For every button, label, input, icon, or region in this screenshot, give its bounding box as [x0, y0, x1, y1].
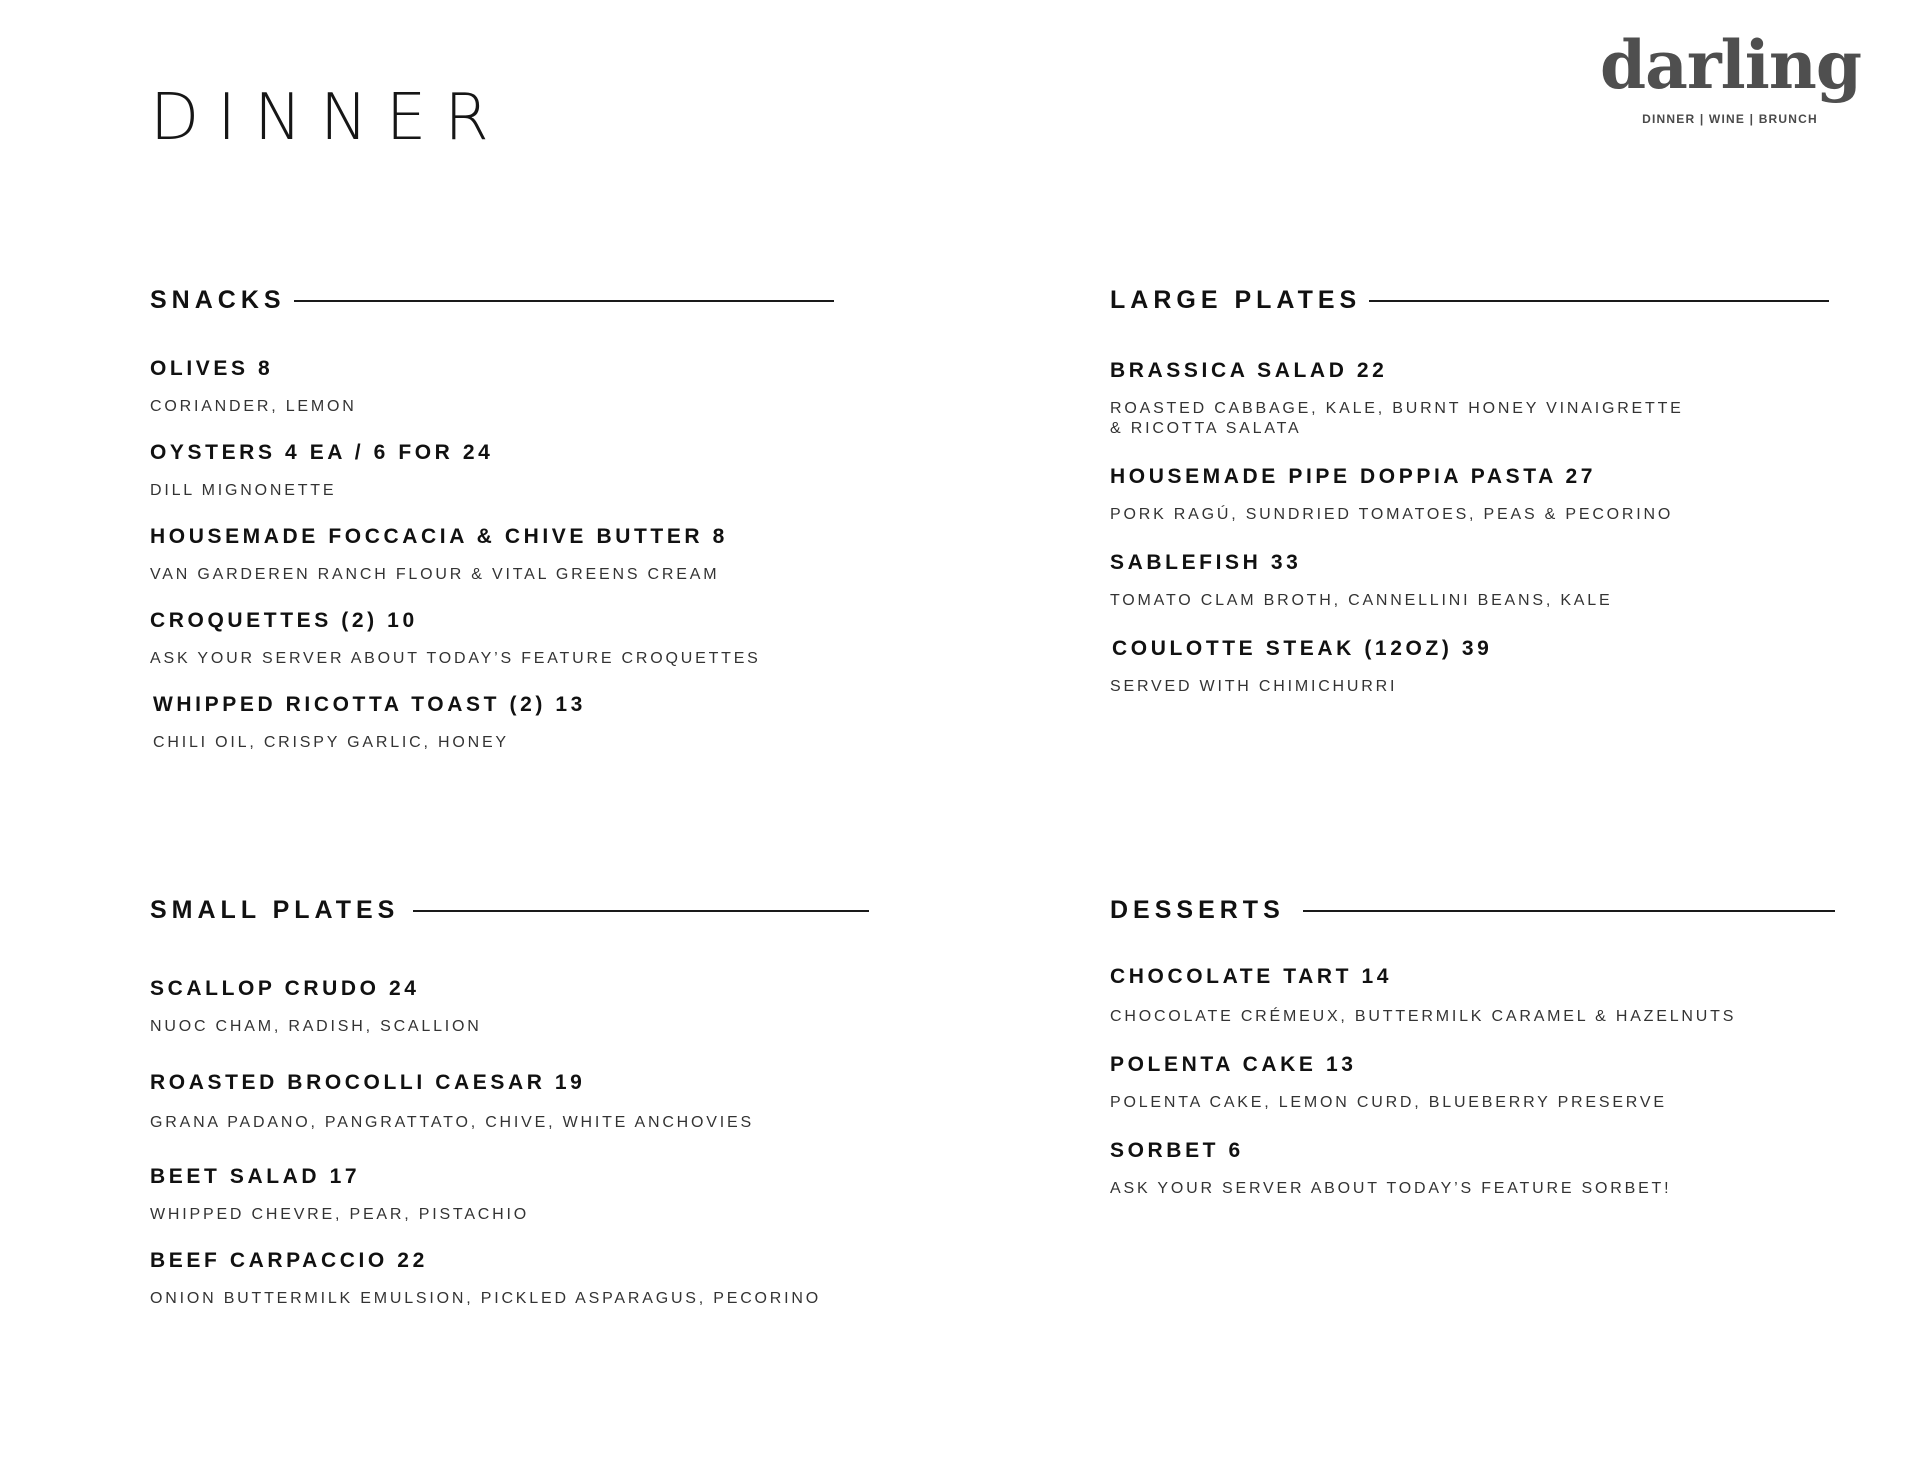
logo-wordmark: darling: [1600, 26, 1861, 104]
page-title: DINNER: [150, 81, 507, 155]
menu-item: [150, 440, 493, 501]
menu-item: [1110, 550, 1612, 611]
menu-item-description: ASK YOUR SERVER ABOUT TODAY’S FEATURE CROQUETTES: [150, 650, 761, 668]
section-divider: [294, 300, 834, 302]
menu-item: [1110, 1052, 1667, 1113]
section-desserts: [1110, 896, 1880, 1216]
menu-item: [150, 976, 482, 1037]
menu-item: [150, 608, 761, 669]
section-snacks: [150, 286, 850, 766]
menu-item: [150, 524, 728, 585]
menu-item-description: POLENTA CAKE, LEMON CURD, BLUEBERRY PRESERVE: [1110, 1094, 1667, 1112]
menu-item-description: ONION BUTTERMILK EMULSION, PICKLED ASPARAGUS, PECORINO: [150, 1290, 822, 1308]
section-heading: DESSERTS: [1110, 896, 1285, 924]
menu-item-description-line-2: & RICOTTA SALATA: [1110, 420, 1302, 438]
menu-item: [150, 1070, 754, 1133]
menu-item-name: COULOTTE STEAK (12OZ) 39: [1112, 637, 1493, 660]
menu-item-name: SABLEFISH 33: [1110, 551, 1302, 574]
menu-item-description: NUOC CHAM, RADISH, SCALLION: [150, 1018, 482, 1036]
section-heading: SMALL PLATES: [150, 896, 400, 924]
menu-item-name: OYSTERS 4 EA / 6 FOR 24: [150, 441, 494, 464]
section-header: [150, 896, 890, 925]
menu-item-name: HOUSEMADE FOCCACIA & CHIVE BUTTER 8: [150, 525, 728, 548]
menu-item: [150, 1248, 821, 1309]
menu-item-description: PORK RAGÚ, SUNDRIED TOMATOES, PEAS & PECORINO: [1110, 506, 1674, 524]
menu-item-name: SCALLOP CRUDO 24: [150, 977, 420, 1000]
menu-item-description: CHILI OIL, CRISPY GARLIC, HONEY: [153, 734, 509, 752]
menu-item: [1112, 636, 1492, 697]
section-small-plates: [150, 896, 890, 1336]
menu-item-description: DILL MIGNONETTE: [150, 482, 337, 500]
menu-item-name: SORBET 6: [1110, 1139, 1244, 1162]
menu-item: [1110, 464, 1673, 525]
menu-item-name: BRASSICA SALAD 22: [1110, 359, 1388, 382]
menu-item-name: CHOCOLATE TART 14: [1110, 965, 1393, 988]
menu-item: [1110, 1138, 1671, 1199]
menu-item-description: TOMATO CLAM BROTH, CANNELLINI BEANS, KALE: [1110, 592, 1613, 610]
menu-item: [1110, 964, 1736, 1027]
menu-item-description: ASK YOUR SERVER ABOUT TODAY’S FEATURE SORBET!: [1110, 1180, 1672, 1198]
menu-item-description: GRANA PADANO, PANGRATTATO, CHIVE, WHITE ANCHOVIES: [150, 1114, 754, 1132]
menu-item-name: WHIPPED RICOTTA TOAST (2) 13: [153, 693, 586, 716]
menu-item-name: OLIVES 8: [150, 357, 274, 380]
section-divider: [1369, 300, 1829, 302]
menu-item-description: SERVED WITH CHIMICHURRI: [1110, 678, 1398, 696]
menu-item: [153, 692, 586, 753]
logo-tagline: DINNER | WINE | BRUNCH: [1642, 112, 1818, 126]
menu-item-name: HOUSEMADE PIPE DOPPIA PASTA 27: [1110, 465, 1597, 488]
menu-item: [150, 1164, 529, 1225]
menu-item-description: CHOCOLATE CRÉMEUX, BUTTERMILK CARAMEL & HAZELNUTS: [1110, 1008, 1737, 1026]
menu-item-name: BEET SALAD 17: [150, 1165, 361, 1188]
menu-item: [1110, 358, 1684, 439]
restaurant-logo: [1600, 26, 1861, 126]
section-divider: [413, 910, 869, 912]
section-header: [1110, 286, 1870, 315]
menu-item: [150, 356, 357, 417]
menu-item-name: CROQUETTES (2) 10: [150, 609, 418, 632]
menu-item-description: WHIPPED CHEVRE, PEAR, PISTACHIO: [150, 1206, 529, 1224]
section-heading: LARGE PLATES: [1110, 286, 1362, 314]
section-heading: SNACKS: [150, 286, 286, 314]
menu-item-description: CORIANDER, LEMON: [150, 398, 357, 416]
menu-item-description: VAN GARDEREN RANCH FLOUR & VITAL GREENS CREAM: [150, 566, 720, 584]
menu-item-name: BEEF CARPACCIO 22: [150, 1249, 428, 1272]
menu-item-name: POLENTA CAKE 13: [1110, 1053, 1357, 1076]
section-large-plates: [1110, 286, 1870, 726]
menu-item-name: ROASTED BROCOLLI CAESAR 19: [150, 1071, 586, 1094]
menu-item-description: ROASTED CABBAGE, KALE, BURNT HONEY VINAIGRETTE: [1110, 400, 1684, 418]
section-header: [1110, 896, 1880, 925]
section-divider: [1303, 910, 1835, 912]
section-header: [150, 286, 850, 315]
